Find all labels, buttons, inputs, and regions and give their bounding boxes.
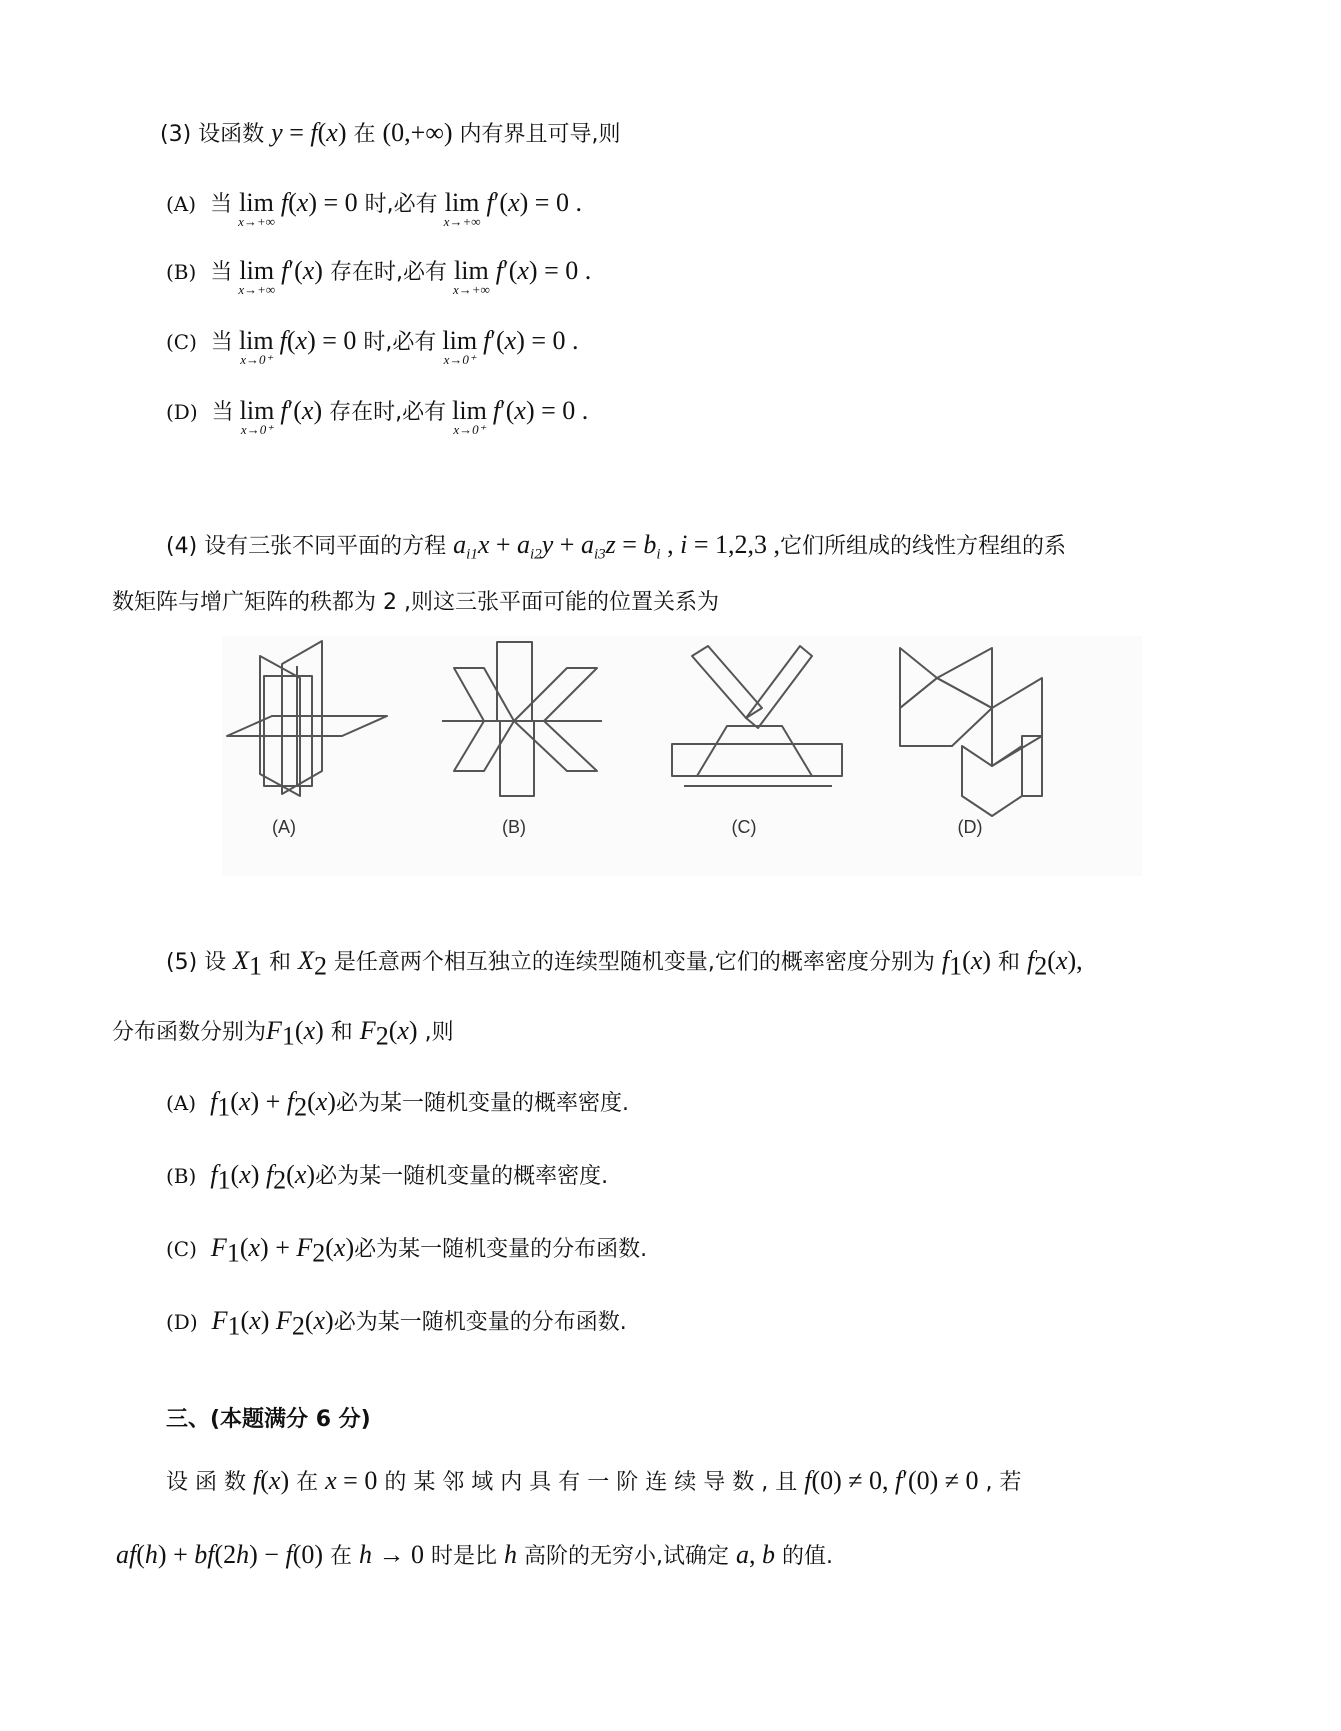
- figure-label-b: (B): [502, 817, 526, 837]
- figure-background: [222, 636, 1142, 876]
- q5-option-c: (C) $F_1(x) + F_2(x)$必为某一随机变量的分布函数.: [166, 1233, 648, 1268]
- q3-stem: (3) 设函数 y = f(x) 在 (0,+∞) 内有界且可导,则: [160, 118, 621, 147]
- plane-position-figure: [222, 636, 1142, 876]
- q4-line2: 数矩阵与增广矩阵的秩都为 2 ,则这三张平面可能的位置关系为: [112, 590, 719, 615]
- q5-option-d: (D) $F_1(x)$ $F_2(x)$必为某一随机变量的分布函数.: [166, 1306, 627, 1341]
- figure-label-a: (A): [272, 817, 296, 837]
- figure-label-c: (C): [731, 817, 757, 837]
- section3-line1: 设 函 数 f(x) 在 x = 0 的 某 邻 域 内 具 有 一 阶 连 续 导 数 , 且 f(0) ≠ 0, f′(0) ≠ 0 , 若: [166, 1466, 1022, 1495]
- q3-option-d: (D) 当 lim x→0⁺ f′(x) 存在时,必有 lim x→0⁺ f′(x) = 0 .: [166, 396, 589, 437]
- q4-line1: (4) 设有三张不同平面的方程 $a_{i1}x + a_{i2}y + a_{i3}z = b_i$ , i = 1,2,3 ,它们所组成的线性方程组的系: [166, 530, 1066, 563]
- q3-option-b: (B) 当 lim x→+∞ f′(x) 存在时,必有 lim x→+∞ f′(x) = 0 .: [166, 256, 592, 297]
- section3-heading: 三、(本题满分 6 分): [166, 1407, 371, 1432]
- section3-line2: af(h) + bf(2h) − f(0) 在 h → 0 时是比 h 高阶的无穷小,试确定 a, b 的值.: [116, 1540, 834, 1569]
- q3-option-c: (C) 当 lim x→0⁺ f(x) = 0 时,必有 lim x→0⁺ f′(x) = 0 .: [166, 326, 579, 367]
- figure-label-d: (D): [957, 817, 983, 837]
- q5-line1: (5) 设 $X_1$ 和 $X_2$ 是任意两个相互独立的连续型随机变量,它们的概率密度分别为 $f_1(x)$ 和 $f_2(x)$,: [166, 946, 1083, 981]
- q5-option-b: (B) $f_1(x)$ $f_2(x)$必为某一随机变量的概率密度.: [166, 1160, 609, 1195]
- q5-option-a: (A) $f_1(x) + f_2(x)$必为某一随机变量的概率密度.: [166, 1087, 629, 1122]
- q3-option-a: (A) 当 lim x→+∞ f(x) = 0 时,必有 lim x→+∞ f′(x) = 0 .: [166, 188, 582, 229]
- q5-line2: 分布函数分别为$F_1(x)$ 和 $F_2(x)$ ,则: [112, 1016, 454, 1051]
